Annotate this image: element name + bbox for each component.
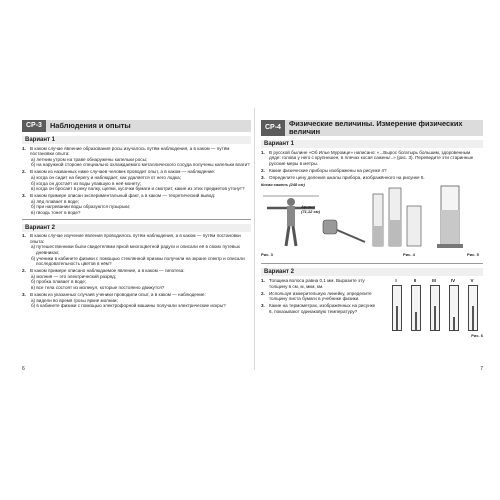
section-title: Наблюдения и опыты: [46, 120, 251, 132]
question-number: 2.: [22, 169, 26, 175]
question-text: В каком примере описано наблюдаемое явление, а в каком — гипотеза:: [30, 268, 185, 274]
question-number: 1.: [261, 277, 265, 283]
question-text: В каком из указанных случаев ученики проводили опыт, а в каком — наблюдение:: [30, 292, 206, 298]
answer-option: в) когда он бросает в реку палку, щепки, кусочки бумаги и смотрит, какие из этих предметов утонут?: [31, 186, 245, 192]
man-figure-illustration: [261, 188, 321, 250]
question-number: 2.: [261, 167, 265, 173]
page-number: 7: [480, 366, 483, 372]
thermometer-label: IV: [450, 277, 456, 283]
question-text: Толщина волоса равна 0,1 мм. Выразите эту толщину в см, м, мкм, км.: [269, 277, 365, 289]
question-text: Определите цену деления шкалы прибора, изображённого на рисунке 5.: [269, 174, 425, 180]
fig-label-sazhen: Косая сажень (248 см): [261, 182, 305, 188]
thermometer: [392, 285, 402, 331]
answer-option: б) на наружной стороне специально охлаждаемого металлического сосуда получены капельки влаги?: [31, 162, 250, 168]
question-item: [22, 233, 251, 244]
section-header-cp4: [261, 120, 483, 136]
thermometer-label: V: [470, 277, 474, 283]
answer-option: а) видели во время грозы яркие молнии;: [31, 297, 118, 303]
answer-option: в) все тела состоят из молекул, которые постоянно движутся?: [31, 284, 165, 290]
thermometer-column: [453, 317, 455, 330]
thermometer-column: [396, 306, 398, 330]
question-item: [261, 291, 379, 302]
question-list: [261, 150, 483, 181]
answer-option: б) в кабинете физики с помощью электрофорной машины получали электрические искры?: [31, 303, 226, 309]
thermometer-column: [415, 312, 417, 330]
fig3-caption: Рис. 3: [261, 252, 273, 258]
question-list: [22, 146, 251, 216]
question-number: 1.: [22, 145, 26, 151]
fig5-caption: Рис. 5: [467, 252, 479, 258]
right-page: [261, 108, 483, 372]
answer-option: б) ученики в кабинете физики с помощью стеклянной призмы получили на экране спектр и описали последовательность цветов в нём?: [31, 255, 245, 267]
question-list: [261, 278, 379, 315]
question-number: 3.: [261, 303, 265, 309]
question-number: 3.: [22, 193, 26, 199]
section-header-cp3: [22, 120, 251, 132]
answer-option: б) когда он достаёт из воды упавшую в неё монету;: [31, 180, 142, 186]
thermometer: [449, 285, 459, 331]
variant-heading: Вариант 2: [261, 268, 483, 276]
thermometer: [430, 285, 440, 331]
variant2-block: [261, 278, 483, 338]
fig4-caption: Рис. 4: [403, 252, 415, 258]
thermometer-label: III: [432, 277, 436, 283]
question-number: 1.: [261, 149, 265, 155]
question-number: 3.: [22, 292, 26, 298]
question-text: В каком случае изучение явления проводилось путём наблюдения, а в каком — путём постановки опыта:: [30, 233, 241, 244]
question-item: [22, 146, 251, 157]
variant-heading: Вариант 2: [22, 224, 251, 232]
question-text: Какие физические приборы изображены на рисунке 4?: [269, 167, 387, 173]
answer-option: б) при нагревании воды образуются пузырьки;: [31, 204, 131, 210]
thermometers-figure: [389, 278, 483, 338]
fig6-caption: Рис. 6: [471, 332, 483, 338]
page-number: 6: [22, 366, 25, 372]
question-list: [22, 233, 251, 309]
section-badge: СР-4: [261, 120, 285, 136]
answer-option: а) молния — это электрический разряд;: [31, 273, 117, 279]
question-item: [22, 292, 251, 298]
divider: [22, 219, 251, 220]
thermometer-column: [472, 306, 474, 330]
thermometer-label: I: [395, 277, 397, 283]
answer-option: в) гвоздь тонет в воде?: [31, 210, 81, 216]
answer-option: а) лёд плавает в воде;: [31, 198, 80, 204]
thermometer-column: [434, 306, 436, 330]
question-number: 1.: [22, 233, 26, 239]
section-title: Физические величины. Измерение физических величин: [285, 120, 483, 136]
question-text: Какие на термометрах, изображённых на рисунке 6, показывают одинаковую температуру?: [269, 303, 376, 314]
question-number: 2.: [22, 268, 26, 274]
left-page: [22, 108, 251, 372]
page-gutter: [254, 108, 255, 370]
question-text: В каком случае явление образования росы изучалось путём наблюдения, а в каком — путём постановки опыта:: [30, 145, 230, 157]
fig-label-arshin: Аршин (71,12 см): [301, 204, 320, 215]
answer-option: а) путешественники были свидетелями яркой многоцветной радуги и описали её в своих путевых дневниках;: [31, 244, 240, 255]
measuring-cylinders-illustration: [369, 186, 425, 250]
question-number: 2.: [261, 290, 265, 296]
question-number: 3.: [261, 174, 265, 180]
thermometer-label: II: [413, 277, 417, 283]
question-text: В русской былине «Об Илье Муромце» написано: «...Вырос богатырь большим, здоровенным дяде: голова у него с крупнешен, в плечах косая сажень!..» (рис. 3). Переведите эти старинные русские меры в метры.: [269, 149, 474, 166]
question-text: В каком из названных ниже случаев человек проводит опыт, а в каком — наблюдение:: [30, 169, 216, 175]
question-text: Используя измерительную линейку, определите толщину листа бумаги в учебнике физики.: [269, 290, 372, 302]
figure-row: [261, 182, 483, 260]
answer-option: а) летним утром на траве обнаружены капельки росы;: [31, 156, 148, 162]
thermometer: [468, 285, 478, 331]
question-item: [261, 278, 379, 289]
question-text: В каком примере описан экспериментальный факт, а в каком — теоретический вывод:: [30, 193, 216, 199]
thermometer: [411, 285, 421, 331]
question-item: [261, 175, 483, 181]
variant-heading: Вариант 1: [22, 136, 251, 144]
answer-option: б) пробка плавает в воде;: [31, 279, 87, 285]
section-badge: СР-3: [22, 120, 46, 132]
answer-option: а) когда он сидит на берегу и наблюдает, как удаляется от него лодка;: [31, 174, 181, 180]
question-item: [261, 303, 379, 314]
tape-measure-icon: [319, 218, 367, 248]
question-item: [261, 150, 483, 167]
divider: [261, 263, 483, 264]
question-item: [22, 268, 251, 274]
graduated-cylinder-illustration: [433, 184, 473, 250]
variant-heading: Вариант 1: [261, 140, 483, 148]
question-item: [261, 168, 483, 174]
